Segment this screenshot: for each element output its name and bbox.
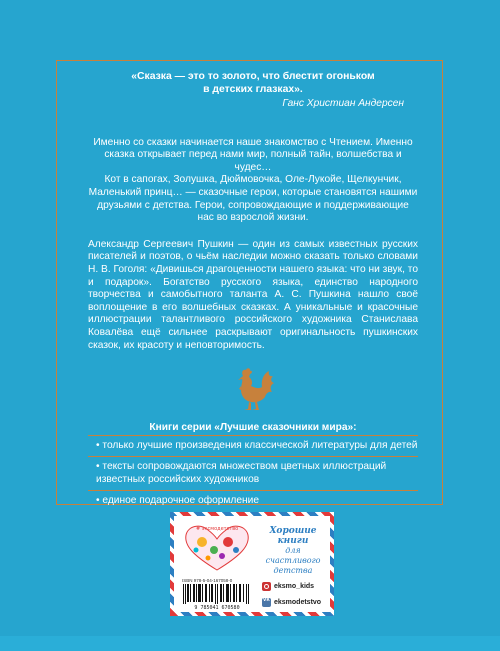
social-handle: eksmodetstvo <box>274 599 322 606</box>
heroes-paragraph: Кот в сапогах, Золушка, Дюймовочка, Оле-Лукойе, Щелкунчик, Маленький принц… — сказочные герои, которые становятся нашими друзьями с детства. Герои, сопровождающие и поддерживающие нас во взрослой жизни. <box>88 174 418 224</box>
intro-paragraph: Именно со сказки начинается наше знакомство с Чтением. Именно сказка открывает перед нами мир, полный тайн, волшебства и чудес… <box>93 136 413 173</box>
feature-item: • тексты сопровождаются множеством цветных иллюстраций известных российских художников <box>88 456 418 490</box>
tagline <box>258 526 328 576</box>
quote-author: Ганс Христиан Андерсен <box>282 98 404 109</box>
social-vk <box>262 598 321 607</box>
tagline-line: для счастливого <box>265 546 321 565</box>
isbn: ISBN 978-5-04-167058-0 <box>182 578 233 583</box>
heart-logo <box>180 522 254 572</box>
feature-item: • только лучшие произведения классической литературы для детей <box>88 435 418 457</box>
social-handle: eksmo_kids <box>274 583 315 590</box>
publisher-card <box>170 512 334 616</box>
epigraph-quote <box>88 70 418 96</box>
vk-icon <box>262 598 271 607</box>
rooster-icon <box>229 366 277 412</box>
quote-line-1: «Сказка — это то золото, что блестит огоньком <box>131 71 375 82</box>
heart-label: # эксмодетство <box>196 526 239 532</box>
barcode-number: 9 785041 670580 <box>194 605 240 611</box>
tagline-line: книги <box>277 536 309 546</box>
feature-item: • единое подарочное оформление <box>88 490 418 512</box>
barcode-icon <box>182 584 252 604</box>
series-title: Книги серии «Лучшие сказочники мира»: <box>149 422 357 434</box>
tagline-line: Хорошие <box>269 526 317 536</box>
quote-line-2: в детских глазках». <box>203 84 303 95</box>
back-cover-text <box>88 62 418 512</box>
tagline-line: детства <box>273 566 313 575</box>
instagram-icon <box>262 582 271 591</box>
social-instagram <box>262 582 314 591</box>
pushkin-paragraph: Александр Сергеевич Пушкин — один из самых известных русских писателей и поэтов, о чьём наследии можно сказать только словами Н. В. Гоголя: «Дивишься драгоценности нашего языка: что ни звук, то и подарок». Богатство русского языка, единство народного творчества и самобытного таланта А. С. Пушкина нашло своё воплощение в его волшебных сказках. А уникальные и красочные иллюстрации талантливого российского художника Станислава Ковалёва ещё сильнее раскрывают оригинальность пушкинских сказок, их красоту и неповторимость. <box>88 238 418 351</box>
bottom-strip <box>0 636 500 651</box>
